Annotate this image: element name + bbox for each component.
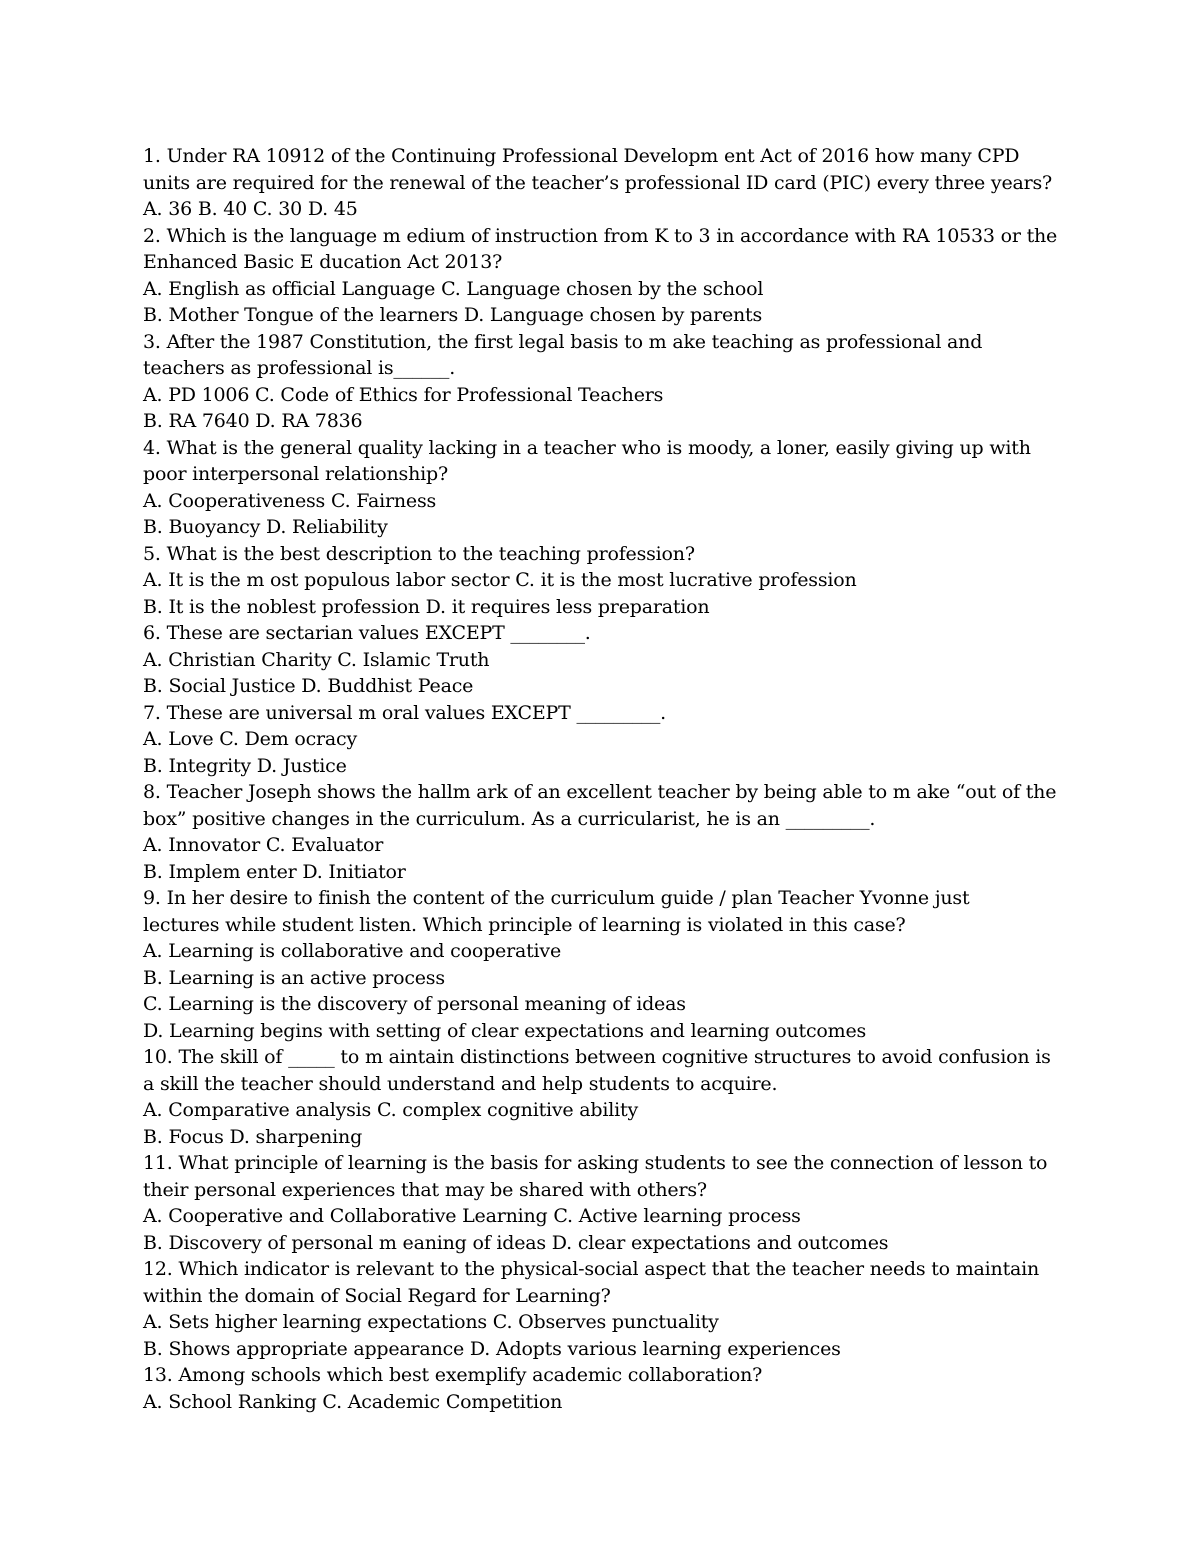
q11-options-ac: A. Cooperative and Collaborative Learning C. Active learning process [143, 1205, 801, 1227]
q9-line-1: 9. In her desire to finish the content of the curriculum guide / plan Teacher Yvonne just [143, 887, 970, 909]
q9-line-2: lectures while student listen. Which principle of learning is violated in this case? [143, 913, 906, 936]
q7-options-bd: B. Integrity D. Justice [143, 754, 347, 777]
q8-line-1: 8. Teacher Joseph shows the hallm ark of an excellent teacher by being able to m ake “out of the [143, 781, 1057, 803]
q13-line-1: 13. Among schools which best exemplify academic collaboration? [143, 1364, 763, 1386]
q12-options-bd: B. Shows appropriate appearance D. Adopts various learning experiences [143, 1337, 841, 1360]
q4-options-bd: B. Buoyancy D. Reliability [143, 516, 388, 538]
q3-line-2: teachers as professional is______. [143, 357, 456, 379]
q2-options-ac: A. English as official Language C. Language chosen by the school [143, 277, 764, 300]
q2-line-1: 2. Which is the language m edium of instruction from K to 3 in accordance with RA 10533 or the [143, 224, 1058, 247]
q1-line-1: 1. Under RA 10912 of the Continuing Professional Developm ent Act of 2016 how many CPD [143, 145, 1020, 167]
q5-line-1: 5. What is the best description to the teaching profession? [143, 542, 695, 565]
q5-options-ac: A. It is the m ost populous labor sector C. it is the most lucrative profession [143, 569, 857, 591]
q7-options-ac: A. Love C. Dem ocracy [143, 728, 358, 750]
q2-line-2: Enhanced Basic E ducation Act 2013? [143, 251, 503, 273]
q13-options-ac: A. School Ranking C. Academic Competition [143, 1390, 563, 1413]
q9-option-d: D. Learning begins with setting of clear expectations and learning outcomes [143, 1019, 867, 1042]
q12-options-ac: A. Sets higher learning expectations C. Observes punctuality [143, 1311, 719, 1333]
q8-options-bd: B. Implem enter D. Initiator [143, 860, 406, 883]
q1-options: A. 36 B. 40 C. 30 D. 45 [143, 198, 358, 220]
q10-line-1: 10. The skill of _____ to m aintain distinctions between cognitive structures to avoid confusion is [143, 1046, 1051, 1068]
q10-options-ac: A. Comparative analysis C. complex cognitive ability [143, 1099, 638, 1121]
q3-options-ac: A. PD 1006 C. Code of Ethics for Professional Teachers [143, 383, 664, 406]
q3-line-1: 3. After the 1987 Constitution, the first legal basis to m ake teaching as professional and [143, 330, 983, 353]
q6-options-ac: A. Christian Charity C. Islamic Truth [143, 648, 490, 671]
q8-options-ac: A. Innovator C. Evaluator [143, 834, 384, 856]
q4-line-2: poor interpersonal relationship? [143, 463, 448, 485]
q1-line-2: units are required for the renewal of the teacher’s professional ID card (PIC) every three years? [143, 171, 1053, 194]
q8-line-2: box” positive changes in the curriculum. As a curricularist, he is an _________. [143, 807, 876, 830]
q11-line-2: their personal experiences that may be shared with others? [143, 1178, 707, 1201]
q6-options-bd: B. Social Justice D. Buddhist Peace [143, 675, 474, 697]
q5-options-bd: B. It is the noblest profession D. it requires less preparation [143, 595, 710, 618]
q10-options-bd: B. Focus D. sharpening [143, 1125, 363, 1148]
q9-option-c: C. Learning is the discovery of personal meaning of ideas [143, 993, 686, 1015]
q2-options-bd: B. Mother Tongue of the learners D. Language chosen by parents [143, 304, 763, 326]
document-page [143, 143, 1143, 1415]
q9-option-b: B. Learning is an active process [143, 966, 445, 989]
q11-options-bd: B. Discovery of personal m eaning of ideas D. clear expectations and outcomes [143, 1231, 889, 1254]
q10-line-2: a skill the teacher should understand and help students to acquire. [143, 1072, 778, 1095]
q11-line-1: 11. What principle of learning is the basis for asking students to see the connection of lesson to [143, 1152, 1048, 1174]
q4-options-ac: A. Cooperativeness C. Fairness [143, 489, 437, 512]
q3-options-bd: B. RA 7640 D. RA 7836 [143, 410, 363, 432]
q12-line-1: 12. Which indicator is relevant to the physical-social aspect that the teacher needs to maintain [143, 1258, 1040, 1280]
q12-line-2: within the domain of Social Regard for Learning? [143, 1284, 611, 1307]
q7-line-1: 7. These are universal m oral values EXCEPT _________. [143, 701, 666, 724]
q6-line-1: 6. These are sectarian values EXCEPT ________. [143, 622, 591, 644]
q9-option-a: A. Learning is collaborative and cooperative [143, 940, 561, 962]
q4-line-1: 4. What is the general quality lacking in a teacher who is moody, a loner, easily giving up with [143, 436, 1031, 459]
